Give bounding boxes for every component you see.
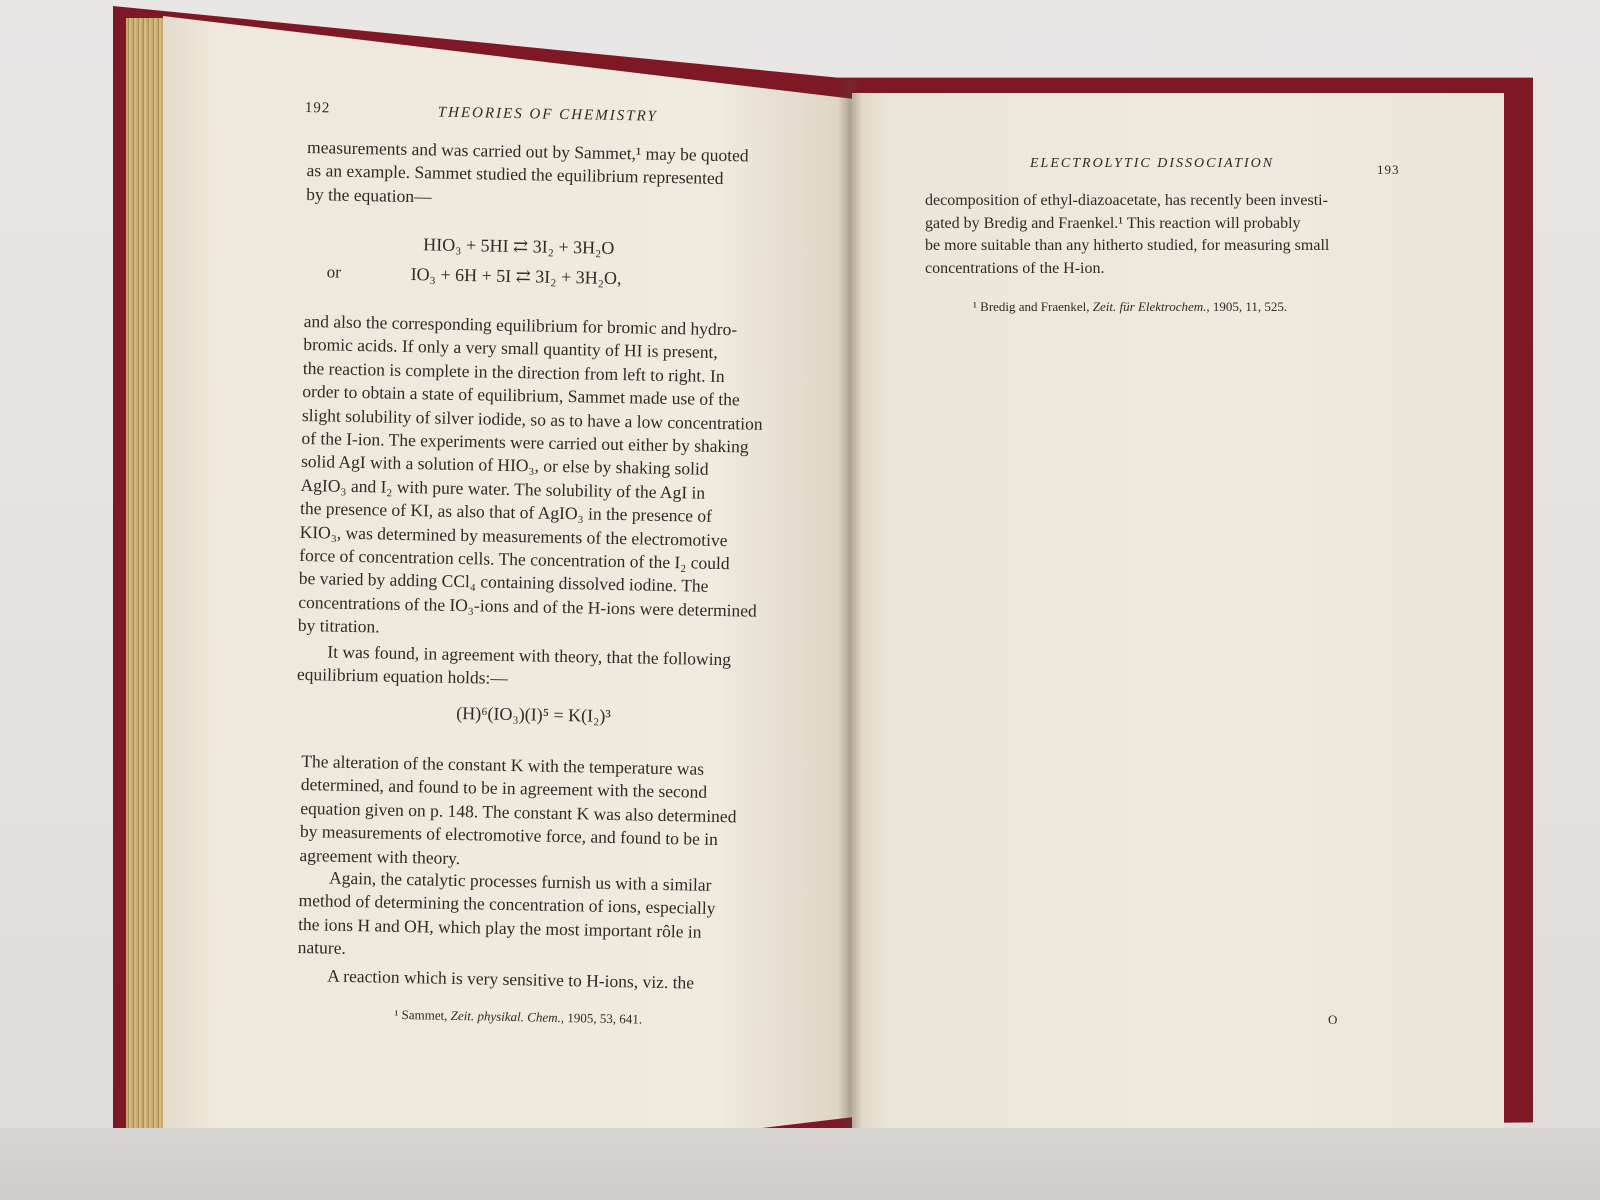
left-paragraph-5 [297, 866, 716, 968]
text-line: be varied by adding CCl₄ containing dissolved iodine. The [298, 568, 709, 597]
book-gutter [838, 80, 862, 1130]
left-paragraph-4 [299, 750, 737, 875]
text-line: by measurements of electromotive force, and found to be in [299, 821, 718, 850]
right-paragraph-1 [925, 190, 1400, 280]
footnote-author: Sammet, [401, 1006, 448, 1023]
text-line: decomposition of ethyl-diazoacetate, has recently been investi- [925, 192, 1328, 209]
left-page-number: 192 [304, 99, 331, 117]
left-paragraph-3 [297, 640, 732, 695]
text-line: equilibrium equation holds:— [296, 664, 509, 689]
text-line: KIO₃, was determined by measurements of the electromotive [299, 521, 728, 550]
text-line: solid AgI with a solution of HIO₃, or else by shaking solid [300, 451, 709, 480]
text-line: concentrations of the H-ion. [925, 259, 1105, 277]
text-line: the reaction is complete in the direction from left to right. In [302, 357, 725, 386]
text-line: slight solubility of silver iodide, so as to have a low concentration [301, 404, 763, 434]
text-line: measurements and was carried out by Sammet,¹ may be quoted [306, 136, 749, 166]
footnote-details: 1905, 11, 525. [1212, 299, 1288, 314]
equation-2-prefix: or [326, 262, 342, 282]
equation-3: (H)⁶(IO₃)(I)⁵ = K(I₂)³ [456, 702, 612, 726]
text-line: force of concentration cells. The concentration of the I₂ could [299, 544, 730, 574]
text-line: agreement with theory. [299, 844, 461, 868]
right-footnote [973, 299, 1287, 315]
text-line: concentrations of the IO₃-ions and of the H-ions were determined [298, 591, 758, 621]
text-line: by the equation— [306, 183, 432, 207]
text-line: the ions H and OH, which play the most important rôle in [297, 913, 702, 942]
text-line: AgIO₃ and I₂ with pure water. The solubility of the AgI in [300, 474, 706, 503]
left-running-head: THEORIES OF CHEMISTRY [437, 104, 658, 125]
left-paragraph-1 [306, 136, 749, 215]
text-line: A reaction which is very sensitive to H-ions, viz. the [327, 965, 695, 993]
text-line: order to obtain a state of equilibrium, Sammet made use of the [302, 381, 740, 410]
text-line: determined, and found to be in agreement with the second [300, 774, 708, 803]
page-edges [126, 18, 166, 1200]
footnote-journal: Zeit. für Elektrochem., [1092, 299, 1210, 314]
text-line: nature. [297, 937, 347, 959]
text-line: The alteration of the constant K with the temperature was [301, 750, 705, 779]
text-line: It was found, in agreement with theory, that the following [327, 641, 732, 670]
right-running-head: ELECTROLYTIC DISSOCIATION [1030, 156, 1275, 171]
footnote-mark: ¹ [394, 1006, 399, 1022]
text-line: as an example. Sammet studied the equilibrium represented [306, 160, 724, 189]
equation-1: HIO₃ + 5HI ⇄ 3I₂ + 3H₂O [423, 234, 615, 258]
left-paragraph-2 [298, 310, 765, 646]
text-line: by titration. [297, 615, 380, 637]
footnote-mark: ¹ [973, 299, 977, 314]
left-page-text [290, 100, 788, 1059]
footnote-authors: Bredig and Fraenkel, [980, 299, 1090, 314]
right-page-number: 193 [1377, 162, 1400, 177]
table-surface [0, 1128, 1600, 1200]
text-line: bromic acids. If only a very small quantity of HI is present, [303, 334, 718, 363]
footnote-journal: Zeit. physikal. Chem., [450, 1007, 565, 1026]
text-line: equation given on p. 148. The constant K was also determined [300, 797, 737, 827]
signature-mark: O [1328, 1012, 1338, 1027]
text-line: method of determining the concentration of ions, especially [298, 890, 716, 919]
right-page-text [925, 190, 1400, 280]
left-paragraph-6 [297, 964, 694, 995]
text-line: and also the corresponding equilibrium for bromic and hydro- [303, 310, 738, 340]
text-line: gated by Bredig and Fraenkel.¹ This reaction will probably [925, 214, 1301, 232]
text-line: Again, the catalytic processes furnish us with a similar [328, 867, 712, 895]
left-footnote [394, 1007, 642, 1028]
equation-2: IO₃ + 6H + 5I ⇄ 3I₂ + 3H₂O, [410, 264, 622, 289]
footnote-details: 1905, 53, 641. [567, 1010, 643, 1027]
text-line: of the I-ion. The experiments were carried out either by shaking [301, 427, 749, 457]
text-line: be more suitable than any hitherto studied, for measuring small [925, 237, 1330, 254]
text-line: the presence of KI, as also that of AgIO₃ in the presence of [299, 498, 713, 527]
